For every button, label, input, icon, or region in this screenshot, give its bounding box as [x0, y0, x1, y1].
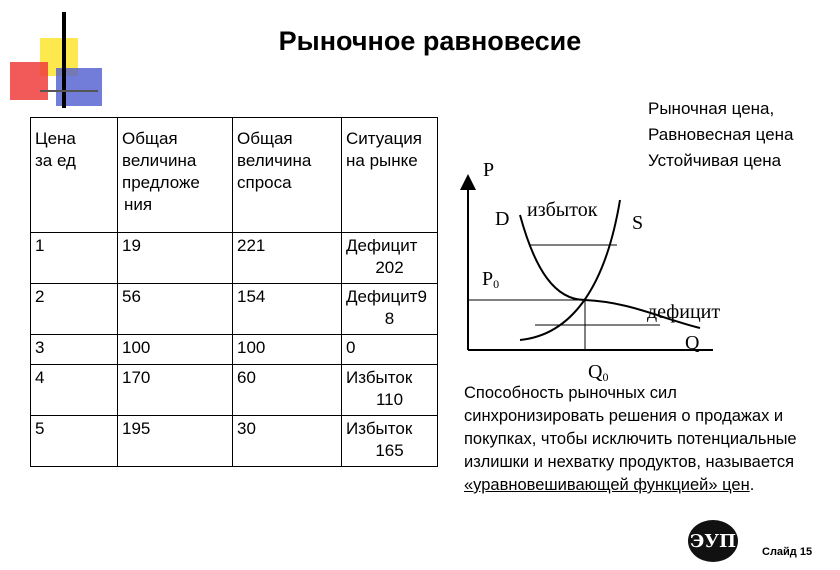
table-row: 5 195 30 Избыток 165 — [31, 416, 438, 467]
header-situation: Ситуация на рынке — [342, 118, 438, 233]
logo-vertical-bar — [62, 12, 66, 108]
footer-logo: ЭУП — [688, 520, 738, 562]
supply-curve — [520, 200, 620, 340]
supply-label: S — [632, 212, 644, 234]
logo-square-red — [10, 62, 48, 100]
situation-cell: Дефицит9 8 — [342, 284, 438, 335]
header-demand: Общая величина спроса — [233, 118, 342, 233]
header-supply: Общая величина предложе ния — [118, 118, 233, 233]
supply-demand-graph — [455, 150, 755, 385]
table-header-row — [31, 118, 438, 233]
table-row: 4 170 60 Избыток 110 — [31, 365, 438, 416]
shortage-label: дефицит — [647, 301, 721, 323]
table-row: 2 56 154 Дефицит9 8 — [31, 284, 438, 335]
demand-label: D — [495, 208, 510, 230]
slide-title: Рыночное равновесие — [278, 26, 582, 56]
description-text: Способность рыночных сил синхронизировать решения о продажах и покупках, чтобы исключить потенциальные излишки и нехватку продуктов, называется «уравновешивающей функцией» цен. — [464, 384, 797, 494]
situation-cell: Избыток 165 — [342, 416, 438, 467]
market-table — [30, 117, 438, 467]
q0-label: Q0 — [588, 361, 609, 384]
situation-cell: 0 — [342, 335, 438, 365]
logo-horizontal-bar — [40, 90, 98, 92]
q-axis-label: Q — [685, 332, 700, 354]
header-price: Цена за ед — [31, 118, 118, 233]
table-row: 1 19 221 Дефицит 202 — [31, 233, 438, 284]
slide-number: Слайд 15 — [762, 546, 813, 558]
surplus-label: избыток — [527, 199, 598, 221]
underlined-term: «уравновешивающей функцией» цен — [464, 476, 750, 494]
p-axis-label: P — [483, 159, 495, 181]
table-row: 3 100 100 0 — [31, 335, 438, 365]
equilibrium-terms: Рыночная цена, Равновесная цена Устойчивая цена — [648, 99, 794, 170]
situation-cell: Дефицит 202 — [342, 233, 438, 284]
situation-cell: Избыток 110 — [342, 365, 438, 416]
p0-label: P0 — [482, 268, 500, 291]
